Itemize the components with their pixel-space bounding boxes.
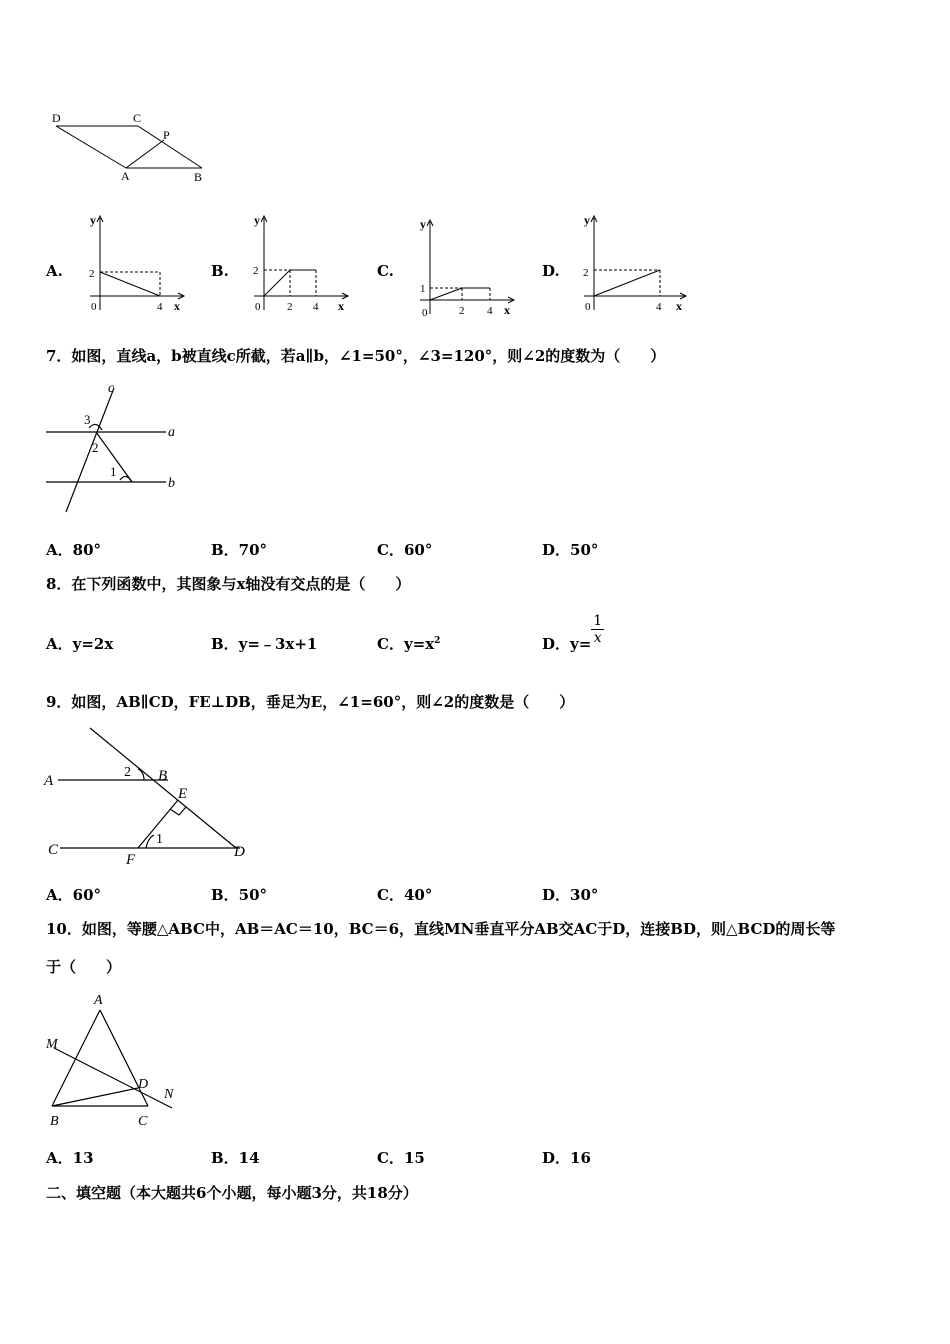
label-A: A [94,993,103,1008]
angle-1-label: 1 [110,464,117,479]
q6-graph-c [410,214,520,326]
label-D: D [52,111,61,125]
tick-label: 4 [487,305,493,317]
tick-label: 2 [253,265,259,277]
label-b: b [168,476,175,491]
q6-graph-b [244,210,354,322]
q7-figure [44,380,184,520]
label-P: P [163,128,170,142]
label-a: a [168,425,175,440]
q9-option-a[interactable]: A．60° [46,886,102,904]
q8-option-b[interactable]: B．y=﹣3x+1 [211,635,318,653]
q7-stem: 7．如图，直线a，b被直线c所截，若a∥b，∠1=50°，∠3=120°，则∠2的度数为（ ） [46,347,666,365]
q6-option-d-letter: D. [542,262,560,280]
label-B: B [158,768,168,784]
q9-option-d[interactable]: D．30° [542,886,599,904]
label-C: C [138,1114,148,1129]
tick-label: 2 [583,267,589,279]
origin-label: 0 [422,307,428,319]
q10-option-b[interactable]: B．14 [211,1149,260,1167]
y-axis-label: y [420,217,426,231]
tick-label: 4 [157,301,163,313]
label-N: N [164,1087,174,1102]
label-E: E [178,786,188,802]
y-axis-label: y [254,213,260,227]
angle-1-label: 1 [156,832,163,847]
q10-stem-line1: 10．如图，等腰△ABC中，AB＝AC＝10，BC＝6，直线MN垂直平分AB交AC于D，连接BD，则△BCD的周长等 [46,920,836,938]
label-B: B [194,170,203,184]
angle-2-label: 2 [124,765,131,780]
q9-option-c[interactable]: C．40° [377,886,433,904]
x-axis-label: x [504,303,510,317]
q8-option-d[interactable] [542,605,604,654]
q9-figure [40,722,260,870]
q7-option-c[interactable]: C．60° [377,541,433,559]
label-M: M [46,1037,58,1052]
tick-label: 2 [287,301,293,313]
label-A: A [44,773,54,789]
origin-label: 0 [91,301,97,313]
q8-stem: 8．在下列函数中，其图象与x轴没有交点的是（ ） [46,575,411,593]
q10-option-d[interactable]: D．16 [542,1149,591,1167]
label-A: A [121,169,130,183]
q10-figure [40,988,190,1133]
q7-option-d[interactable]: D．50° [542,541,599,559]
fraction-numerator: 1 [593,613,603,629]
q10-option-a[interactable]: A．13 [46,1149,94,1167]
q8-option-d-text: D．y= [542,635,592,653]
q10-option-c[interactable]: C．15 [377,1149,425,1167]
fraction-denominator: x [593,630,602,646]
y-axis-label: y [90,213,96,227]
q6-option-b-letter: B. [211,262,229,280]
label-D: D [234,844,245,860]
label-F: F [126,852,136,868]
angle-3-label: 3 [84,412,91,427]
q6-option-a-letter: A. [46,262,63,280]
angle-2-label: 2 [92,440,99,455]
tick-label: 2 [459,305,465,317]
q6-graph-a [80,210,190,322]
x-axis-label: x [338,299,344,313]
q6-option-c-letter: C. [377,262,394,280]
q9-stem: 9．如图，AB∥CD，FE⊥DB，垂足为E，∠1=60°，则∠2的度数是（ ） [46,693,575,711]
tick-label: 2 [89,268,95,280]
parallelogram-figure [44,108,214,188]
q8-option-a[interactable]: A．y=2x [46,635,114,653]
label-C: C [48,842,59,858]
x-axis-label: x [676,299,682,313]
q7-option-a[interactable]: A．80° [46,541,102,559]
label-D: D [138,1077,149,1092]
label-B: B [50,1114,59,1129]
tick-label: 1 [420,283,426,295]
section-2-title: 二、填空题（本大题共6个小题，每小题3分，共18分） [46,1184,418,1202]
label-c: c [108,381,115,396]
q7-option-b[interactable]: B．70° [211,541,268,559]
tick-label: 4 [656,301,662,313]
exponent: 2 [434,636,441,646]
tick-label: 4 [313,301,319,313]
origin-label: 0 [585,301,591,313]
q8-option-c-text: C．y=x [377,635,435,653]
label-C: C [133,111,142,125]
q10-stem-line2: 于（ ） [46,958,122,976]
y-axis-label: y [584,213,590,227]
fraction [591,613,604,646]
x-axis-label: x [174,299,180,313]
q6-graph-d [574,210,690,322]
q8-option-c[interactable] [377,633,440,654]
q9-option-b[interactable]: B．50° [211,886,268,904]
origin-label: 0 [255,301,261,313]
